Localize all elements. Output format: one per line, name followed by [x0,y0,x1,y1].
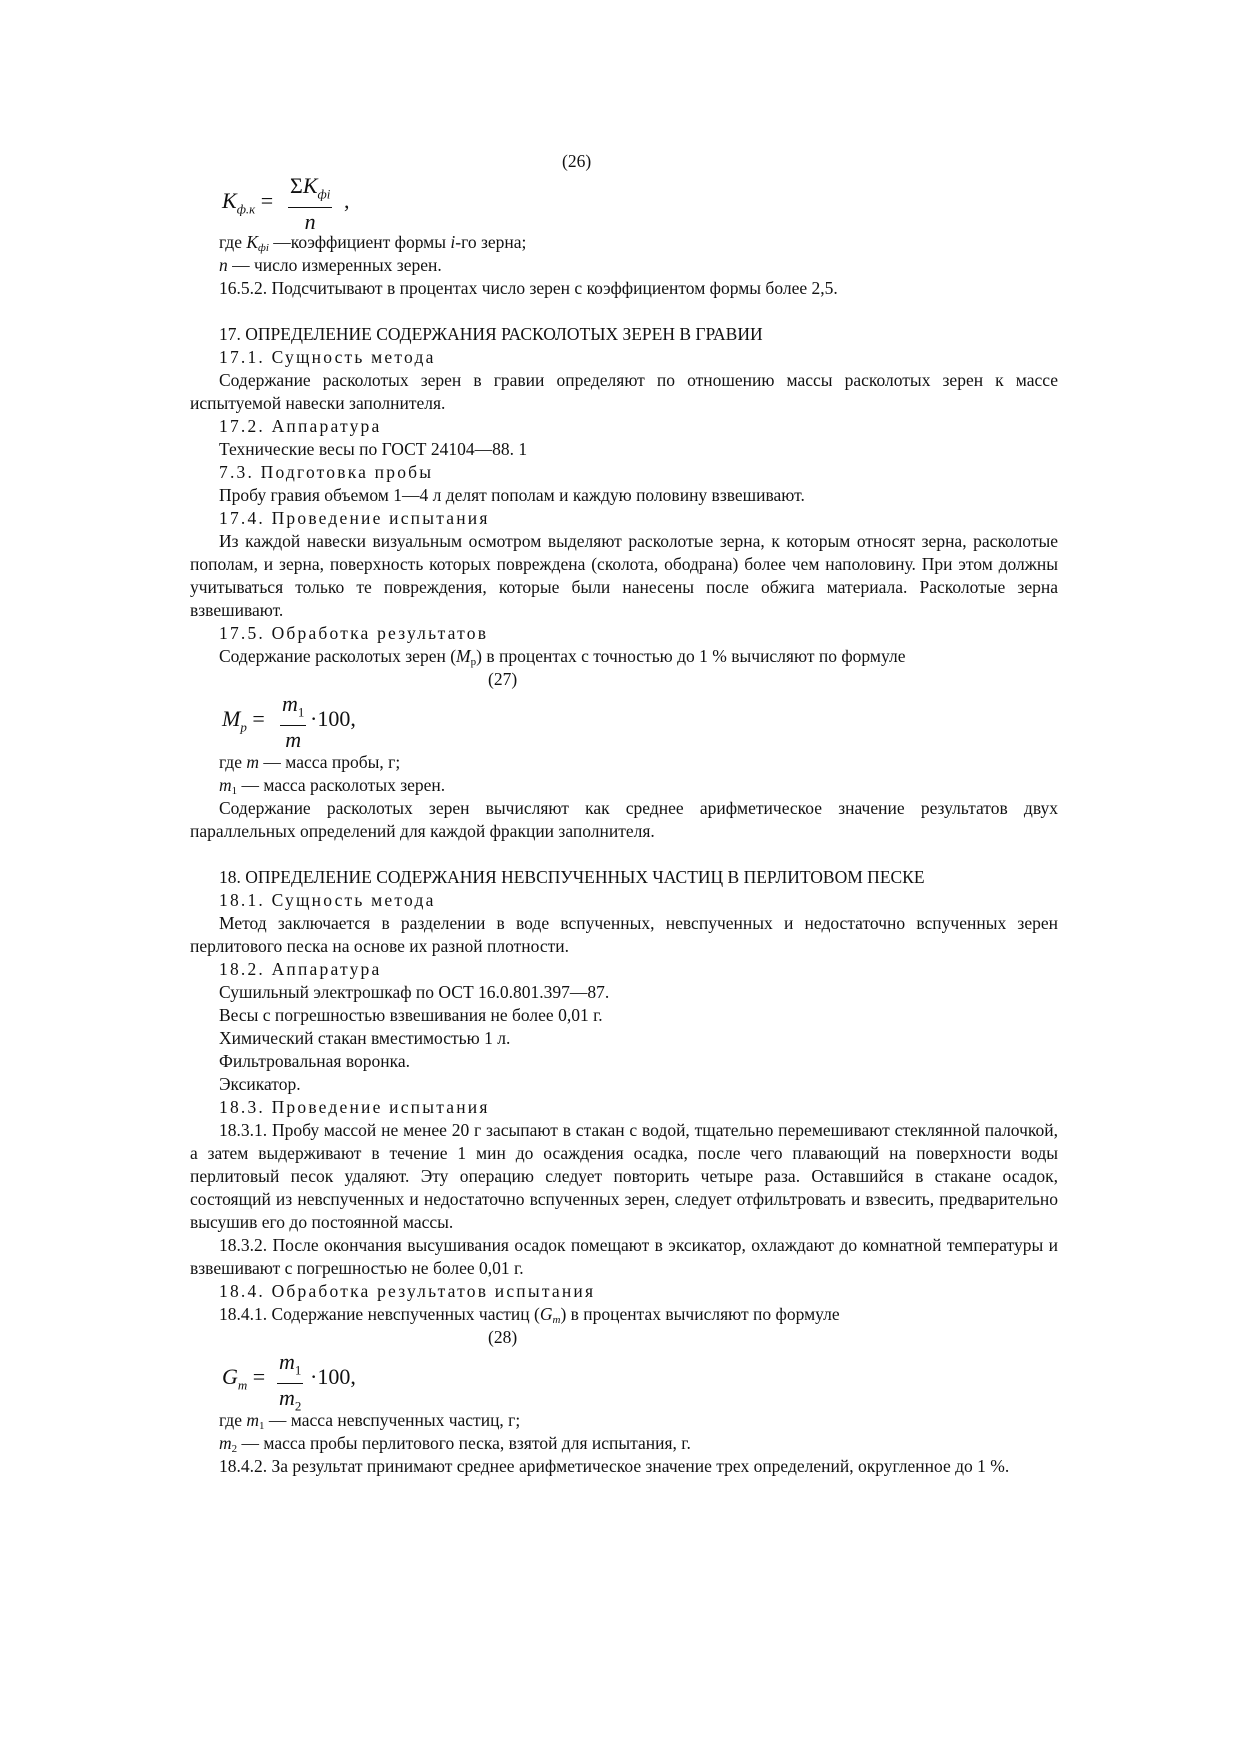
formula-26 [222,173,1058,235]
where-line: где $K_{фi}$ —коэффициент формы i-го зерна; [219,232,527,254]
paragraph: Метод заключается в разделении в воде вспученных, невспученных и недостаточно вспученных зерен перлитового песка на основе их разной плотности. [190,913,1058,956]
equation-number-27: (27) [488,669,518,689]
paragraph: 18.3.1. Пробу массой не менее 20 г засыпают в стакан с водой, тщательно перемешивают стеклянной палочкой, а затем выдерживают в течение 1 мин до осаждения осадка, после чего плавающий на поверхности воды перлитовый песок удаляют. Эту операцию следует повторить четыре раза. Оставшийся в стакане осадок, состоящий из невспученных и недостаточно вспученных зерен, следует отфильтровать и взвесить, предварительно высушив его до постоянной массы. [190,1120,1058,1232]
equipment-item: Фильтровальная воронка. [219,1051,410,1071]
formula-tail: ·100, [310,706,356,731]
formula-28 [222,1349,1058,1414]
paragraph: 18.3.2. После окончания высушивания осадок помещают в эксикатор, охлаждают до комнатной температуры и взвешивают с погрешностью не более 0,01 г. [190,1235,1058,1278]
subheading: 7.3. Подготовка пробы [219,462,434,482]
paragraph: Технические весы по ГОСТ 24104—88. 1 [219,439,528,459]
formula-tail: , [344,188,350,213]
formula-fraction: $\frac{m_1}{m}$ [282,691,305,753]
paragraph: Содержание расколотых зерен $(M_р)$ в процентах с точностью до 1 % вычисляют по формуле [219,646,906,668]
formula-lhs: $M_p$ = [222,706,265,735]
subheading: 18.1. Сущность метода [219,890,436,910]
formula-lhs: $K_{ф.к}$ = [222,188,274,217]
formula-fraction: $\Sigma K_{фi}$ n [290,173,331,235]
equipment-item: Сушильный электрошкаф по ОСТ 16.0.801.397—87. [219,982,610,1002]
subheading: 18.2. Аппаратура [219,959,382,979]
paragraph-16-5-2: 16.5.2. Подсчитывают в процентах число зерен с коэффициентом формы более 2,5. [219,278,838,298]
document-page [190,150,1058,1478]
formula-lhs: $G_m$ = [222,1364,266,1393]
section-title-18: 18. ОПРЕДЕЛЕНИЕ СОДЕРЖАНИЯ НЕВСПУЧЕННЫХ ЧАСТИЦ В ПЕРЛИТОВОМ ПЕСКЕ [219,867,925,887]
subheading: 17.1. Сущность метода [219,347,436,367]
equipment-item: Весы с погрешностью взвешивания не более 0,01 г. [219,1005,603,1025]
formula-tail: ·100, [310,1364,356,1389]
equipment-item: Химический стакан вместимостью 1 л. [219,1028,511,1048]
paragraph: Пробу гравия объемом 1—4 л делят пополам и каждую половину взвешивают. [219,485,805,505]
subheading: 17.4. Проведение испытания [219,508,490,528]
where-line: где $m_1$ — масса невспученных частиц, г; [219,1410,521,1432]
section-title-17: 17. ОПРЕДЕЛЕНИЕ СОДЕРЖАНИЯ РАСКОЛОТЫХ ЗЕРЕН В ГРАВИИ [219,324,763,344]
formula-27 [222,691,1058,751]
where-line: n — число измеренных зерен. [219,255,442,275]
paragraph: 18.4.2. За результат принимают среднее арифметическое значение трех определений, округленное до 1 %. [219,1456,1010,1476]
paragraph: Содержание расколотых зерен в гравии определяют по отношению массы расколотых зерен к массе испытуемой навески заполнителя. [190,370,1058,413]
paragraph: Содержание расколотых зерен вычисляют как среднее арифметическое значение результатов двух параллельных определений для каждой фракции заполнителя. [190,798,1058,841]
equation-number-28: (28) [488,1327,518,1347]
paragraph: 18.4.1. Содержание невспученных частиц $(G_m)$ в процентах вычисляют по формуле [219,1304,840,1326]
equipment-item: Эксикатор. [219,1074,301,1094]
subheading: 18.3. Проведение испытания [219,1097,490,1117]
subheading: 18.4. Обработка результатов испытания [219,1281,596,1301]
paragraph: Из каждой навески визуальным осмотром выделяют расколотые зерна, к которым относят зерна, расколотые пополам, и зерна, поверхность которых повреждена (сколота, ободрана) более чем наполовину. При этом должны учитываться только те повреждения, которые были нанесены после обжига материала. Расколотые зерна взвешивают. [190,531,1058,620]
where-line: $m_2$ — масса пробы перлитового песка, взятой для испытания, г. [219,1433,691,1455]
subheading: 17.2. Аппаратура [219,416,382,436]
subheading: 17.5. Обработка результатов [219,623,489,643]
where-line: $m_1$ — масса расколотых зерен. [219,775,446,797]
where-line: где m — масса пробы, г; [219,752,401,772]
formula-fraction: $\frac{m_1}{m_2}$ [279,1349,302,1414]
equation-number-26: (26) [562,151,592,171]
